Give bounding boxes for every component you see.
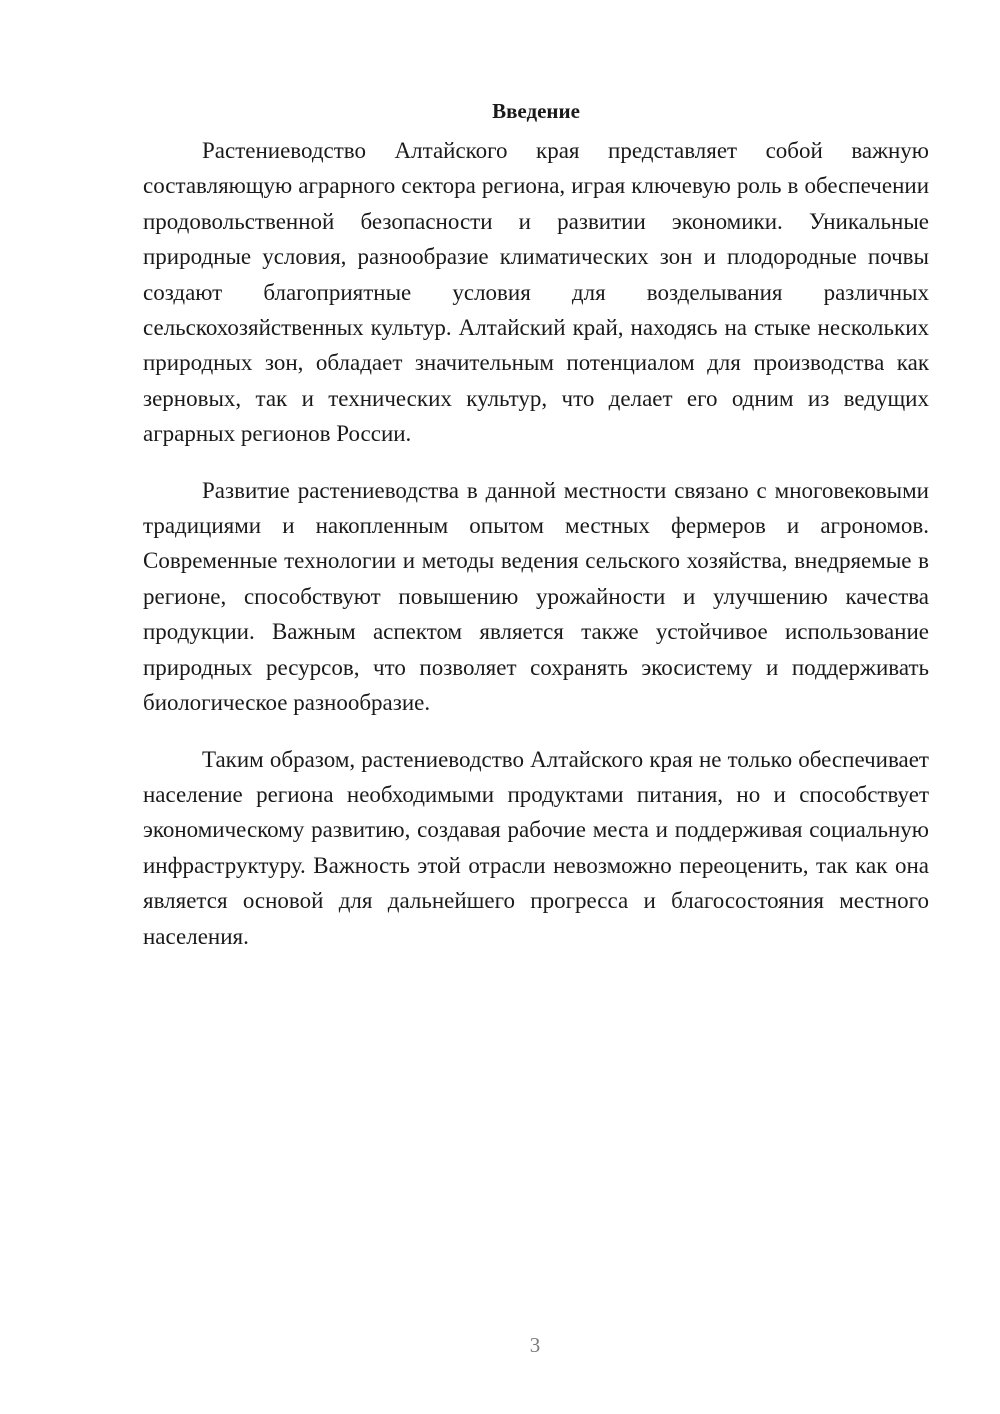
paragraph-2: Развитие растениеводства в данной местности связано с многовековыми традициями и накопленным опытом местных фермеров и агрономов. Современные технологии и методы ведения сельского хозяйства, внедряемые в регионе, способствуют повышению урожайности и улучшению качества продукции. Важным аспектом является также устойчивое использование природных ресурсов, что позволяет сохранять экосистему и поддерживать биологическое разнообразие. (143, 477, 929, 716)
document-body (143, 96, 929, 975)
section-heading: Введение (492, 99, 580, 123)
paragraph-3: Таким образом, растениеводство Алтайского края не только обеспечивает население региона необходимыми продуктами питания, но и способствует экономическому развитию, создавая рабочие места и поддерживая социальную инфраструктуру. Важность этой отрасли невозможно переоценить, так как она является основой для дальнейшего прогресса и благосостояния местного населения. (143, 746, 929, 949)
page-number: 3 (529, 1333, 541, 1357)
paragraph-1: Растениеводство Алтайского края представляет собой важную составляющую аграрного сектора региона, играя ключевую роль в обеспечении продовольственной безопасности и развитии экономики. Уникальные природные условия, разнообразие климатических зон и плодородные почвы создают благоприятные условия для возделывания различных сельскохозяйственных культур. Алтайский край, находясь на стыке нескольких природных зон, обладает значительным потенциалом для производства как зерновых, так и технических культур, что делает его одним из ведущих аграрных регионов России. (143, 138, 929, 447)
